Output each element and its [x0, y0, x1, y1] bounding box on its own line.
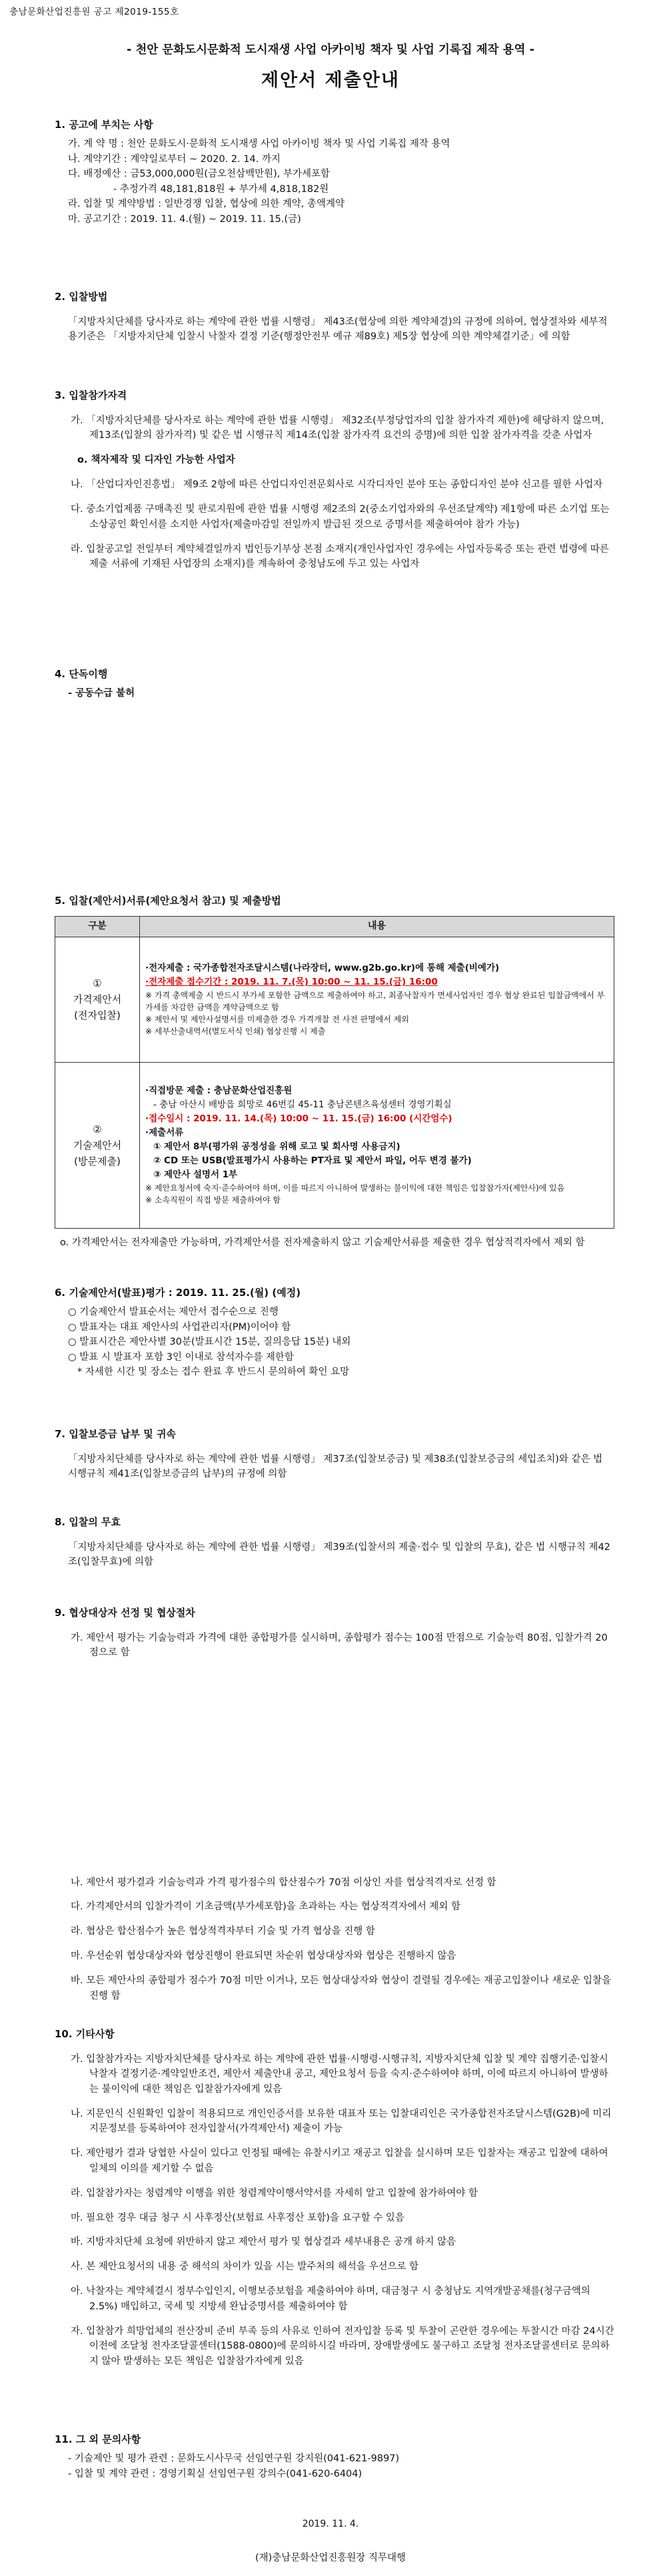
- row-method: (방문제출): [74, 1155, 121, 1167]
- table-header-content: 내용: [140, 917, 614, 937]
- contact-tech: - 기술제안 및 평가 관련 : 문화도시사무국 선임연구원 강지원(041-621-9897): [68, 2453, 400, 2465]
- issuer-organization: (재)충남문화산업진흥원장 직무대행: [255, 2553, 406, 2563]
- section-heading: 10. 기타사항: [55, 2028, 115, 2040]
- contract-name: 가. 계 약 명 : 천안 문화도시·문화적 도시재생 사업 아카이빙 책자 및 사업 기록집 제작 용역: [68, 139, 450, 150]
- section-heading: 1. 공고에 부치는 사항: [55, 119, 153, 131]
- price-note-1: ※ 가격 총액제출 시 반드시 부가세 포함한 금액으로 제출하여야 하고, 최종낙찰자가 면세사업자인 경우 협상 완료된 입찰금액에서 부가세를 차감한 금액을 계약금액으로 함: [145, 991, 605, 1013]
- section-heading: 9. 협상대상자 선정 및 협상절차: [55, 1607, 195, 1619]
- table-row: [55, 937, 614, 1062]
- section-body: - 공동수급 불허: [68, 688, 135, 699]
- price-note-3: ※ 세부산출내역서(별도서식 인쇄) 협상진행 시 제출: [145, 1027, 326, 1037]
- misc-sa: 사. 본 제안요청서의 내용 중 해석의 차이가 있을 시는 발주처의 해석을 우선으로 함: [71, 2261, 419, 2273]
- section-heading: 3. 입찰참가자격: [55, 389, 127, 401]
- negotiation-da: 다. 가격제안서의 입찰가격이 기초금액(부가세포함)을 초과하는 자는 협상적격자에서 제외 함: [71, 1901, 461, 1913]
- tech-proposal-content: [140, 1062, 614, 1228]
- section-7: [55, 1427, 614, 1491]
- eval-item: ○ 발표 시 발표자 포함 3인 이내로 참석자수를 제한함: [68, 1351, 294, 1363]
- section-9: [55, 1605, 614, 1670]
- negotiation-na: 나. 제안서 평가결과 기술능력과 가격 평가점수의 합산점수가 70점 이상인 자를 협상적격자로 선정 함: [71, 1877, 496, 1888]
- tech-note-1: ※ 제안요청서에 숙지·준수하여야 하며, 이를 따르지 아니하여 발생하는 불이익에 대한 책임은 입찰참가자(제안사)에 있음: [145, 1183, 565, 1193]
- misc-na: 나. 지문인식 신원확인 입찰이 적용되므로 개인인증서를 보유한 대표자 또는 입찰대리인은 국가종합전자조달시스템(G2B)에 미리 지문정보를 등록하여야 전자입찰서(가격제안서) 제출이 가능: [71, 2108, 612, 2135]
- misc-da: 다. 제안평가 결과 당협한 사실이 있다고 인정될 때에는 유찰시키고 재공고 입찰을 실시하며 모든 입찰자는 재공고 입찰에 대하여 일체의 이의를 제기할 수 없음: [71, 2148, 608, 2174]
- misc-ma: 마. 필요한 경우 대금 청구 시 사후정산(보험료 사후정산 포함)을 요구할 수 있음: [71, 2212, 404, 2223]
- eligibility-bullet: o. 책자제작 및 디자인 가능한 사업자: [77, 455, 235, 466]
- misc-ra: 라. 입찰참가자는 청렴계약 이행을 위한 청렴계약이행서약서를 자세히 알고 입찰에 참가하여야 함: [71, 2187, 478, 2199]
- section-body: 「지방자치단체를 당사자로 하는 계약에 관한 법률 시행령」 제43조(협상에 의한 계약체결)의 규정에 의하여, 협상절차와 세부적용기준은 「지방자치단체 입찰시 낙찰자 결정 기준(행정안전부 예규 제89호) 제5장 협상에 의한 계약체결기준」에 의함: [68, 316, 608, 343]
- price-note-2: ※ 제안서 및 제안사설명서를 미제출한 경우 가격개찰 전 사전 판명에서 제외: [145, 1015, 409, 1025]
- section-heading: 5. 입찰(제안서)서류(제안요청서 참고) 및 제출방법: [55, 895, 281, 907]
- eval-note: * 자세한 시간 및 장소는 접수 완료 후 반드시 문의하여 확인 요망: [77, 1367, 350, 1378]
- electronic-submit-period: ·전자제출 접수기간 : 2019. 11. 7.(목) 10:00 ~ 11. 15.(금) 16:00: [145, 977, 438, 988]
- price-submit-note: o. 가격제안서는 전자제출만 가능하며, 가격제안서를 전자제출하지 않고 기술제안서류를 제출한 경우 협상적격자에서 제외 함: [60, 1237, 585, 1248]
- row-title: 가격제안서: [73, 993, 122, 1006]
- section-heading: 7. 입찰보증금 납부 및 귀속: [55, 1428, 176, 1440]
- row-number: ②: [93, 1123, 102, 1135]
- eval-item: ○ 발표자는 대표 제안사의 사업관리자(PM)이어야 함: [68, 1321, 291, 1333]
- submit-doc-1: ① 제안서 8부(평가위 공정성을 위해 로고 및 회사명 사용금지): [153, 1141, 400, 1153]
- misc-a: 아. 낙찰자는 계약체결시 정부수입인지, 이행보증보험을 제출하여야 하며, 대금청구 시 충청남도 지역개발공채를(청구금액의 2.5%) 매입하고, 국세 및 지방세 완납증명서를 제출하여야 함: [71, 2286, 590, 2312]
- submit-docs-label: ·제출서류: [145, 1127, 184, 1139]
- issue-date: 2019. 11. 4.: [302, 2519, 359, 2529]
- submission-note: [55, 1225, 614, 1259]
- tech-proposal-category: [55, 1062, 140, 1228]
- price-proposal-category: [55, 937, 140, 1062]
- eval-item: ○ 기술제안서 발표순서는 제안서 접수순으로 진행: [68, 1307, 279, 1318]
- eligibility-na: 나. 「산업디자인진흥법」 제9조 2항에 따른 산업디자인전문회사로 시각디자인 분야 또는 종합디자인 분야 신고를 필한 사업자: [71, 479, 603, 491]
- negotiation-ba: 바. 모든 제안사의 종합평가 점수가 70점 미만 이거나, 모든 협상대상자와 협상이 결렬될 경우에는 재공고입찰이나 새로운 입찰을 진행 함: [71, 1975, 612, 2001]
- section-11: [55, 2432, 614, 2481]
- eligibility-ra: 라. 입찰공고일 전일부터 계약체결일까지 법인등기부상 본점 소재지(개인사업자인 경우에는 사업자등록증 또는 관련 법령에 따른 제출 서류에 기재된 사업장의 소재지)를 계속하여 충청남도에 두고 있는 사업자: [71, 543, 609, 570]
- section-8: [55, 1515, 614, 1579]
- table-row: [55, 1062, 614, 1228]
- row-number: ①: [93, 977, 102, 990]
- submit-address: - 충남 아산시 배방읍 희망로 46번길 45-11 충남콘텐츠육성센터 경영기획실: [153, 1099, 452, 1111]
- document-number: 충남문화산업진흥원 공고 제2019-155호: [9, 7, 179, 17]
- misc-ga: 가. 입찰참가자는 지방자치단체를 당사자로 하는 계약에 관한 법률·시행령·시행규칙, 지방자치단체 입찰 및 계약 집행기준·입찰시 낙찰자 결정기준·계약일반조건, 제안서 제출안내 공고, 제안요청서 등을 숙지·준수하여야 하며, 이에 따르지 아니하여 발생하는 불이익에 대한 책임은 입찰참가자에게 있음: [71, 2053, 608, 2095]
- section-heading: 8. 입찰의 무효: [55, 1516, 121, 1528]
- section-10: [55, 2027, 614, 2379]
- misc-ba: 바. 지방자치단체 요청에 위반하지 않고 제안서 평가 및 협상결과 세부내용은 공개 하지 않음: [71, 2237, 456, 2248]
- row-method: (전자입찰): [74, 1009, 121, 1022]
- section-heading: 11. 그 외 문의사항: [55, 2433, 141, 2445]
- section-heading: 2. 입찰방법: [55, 291, 108, 303]
- negotiation-ga: 가. 제안서 평가는 기술능력과 가격에 대한 종합평가를 실시하며, 종합평가 점수는 100점 만점으로 기술능력 80점, 입찰가격 20점으로 함: [71, 1632, 608, 1659]
- section-4: [55, 667, 614, 701]
- negotiation-ra: 라. 협상은 합산점수가 높은 협상적격자부터 기술 및 가격 협상을 진행 함: [71, 1926, 375, 1937]
- eligibility-ga: 가. 「지방자치단체를 당사자로 하는 계약에 관한 법률 시행령」 제32조(부정당업자의 입찰 참가자격 제한)에 해당하지 않으며, 제13조(입찰의 참가자격) 및 같은 법 시행규칙 제14조(입찰 참가자격 요건의 증명)에 의한 입찰 참가자격을 갖춘 사업자: [71, 415, 604, 441]
- eval-item: ○ 발표시간은 제안사별 30분(발표시간 15분, 질의응답 15분) 내외: [68, 1337, 351, 1348]
- section-2: [55, 289, 614, 354]
- submit-period: ·접수일시 : 2019. 11. 14.(목) 10:00 ~ 11. 15.(금) 16:00 (시간엄수): [145, 1113, 452, 1125]
- section-body: 「지방자치단체를 당사자로 하는 계약에 관한 법률 시행령」 제39조(입찰서의 제출·접수 및 입찰의 무효), 같은 법 시행규칙 제42조(입찰무효)에 의함: [68, 1541, 610, 1568]
- section-1: [55, 117, 614, 227]
- negotiation-ma: 마. 우선순위 협상대상자와 협상진행이 완료되면 차순위 협상대상자와 협상은 진행하지 않음: [71, 1951, 456, 1962]
- section-heading: 6. 기술제안서(발표)평가 : 2019. 11. 25.(월) (예정): [55, 1287, 301, 1299]
- budget: 다. 배정예산 : 금53,000,000원(금오천삼백만원), 부가세포함: [68, 169, 330, 180]
- submit-doc-3: ③ 제안사 설명서 1부: [153, 1169, 238, 1180]
- submit-doc-2: ② CD 또는 USB(발표평가시 사용하는 PT자료 및 제안서 파일, 어두 변경 불가): [153, 1155, 472, 1167]
- price-proposal-content: [140, 937, 614, 1062]
- misc-ja: 자. 입찰참가 희망업체의 전산장비 준비 부족 등의 사유로 인하여 전자입찰 등록 및 투찰이 곤란한 경우에는 투찰시간 마감 24시간 이전에 조달청 전자조달콜센터(1588-0800)에 문의하시길 바라며, 장애발생에도 불구하고 조달청 전자조달콜센터로 문의하지 않아 발생하는 모든 책임은 입찰참가자에게 있음: [71, 2325, 614, 2367]
- contract-period: 나. 계약기간 : 계약일로부터 ~ 2020. 2. 14. 까지: [68, 153, 281, 165]
- tech-note-2: ※ 소속직원이 직접 방문 제출하여야 함: [145, 1195, 281, 1205]
- section-9-continued: [55, 1865, 614, 2013]
- eligibility-da: 다. 중소기업제품 구매촉진 및 판로지원에 관한 법률 시행령 제2조의 2(중소기업자와의 우선조달계약) 제1항에 따른 소기업 또는 소상공인 확인서를 소지한 사업자(제출마감일 전일까지 발급된 것으로 증명서를 제출하여야 참가 가능): [71, 504, 610, 530]
- section-heading: 4. 단독이행: [55, 668, 108, 680]
- notice-period: 마. 공고기간 : 2019. 11. 4.(월) ~ 2019. 11. 15.(금): [68, 213, 301, 225]
- section-body: 「지방자치단체를 당사자로 하는 계약에 관한 법률 시행령」 제37조(입찰보증금) 및 제38조(입찰보증금의 세입조치)와 같은 법 시행규칙 제41조(입찰보증금의 납부)의 규정에 의함: [68, 1453, 603, 1480]
- section-3: [55, 388, 614, 581]
- section-6: [55, 1285, 614, 1380]
- table-header-row: [55, 917, 614, 937]
- submission-table: [55, 916, 614, 1229]
- bidding-method: 라. 입찰 및 계약방법 : 일반경쟁 입찰, 협상에 의한 계약, 총액계약: [68, 199, 344, 210]
- project-title: - 천안 문화도시문화적 도시재생 사업 아카이빙 책자 및 사업 기록집 제작 용역 -: [127, 43, 534, 57]
- row-title: 기술제안서: [73, 1139, 122, 1151]
- visit-submit-line: ·직접방문 제출 : 충남문화산업진흥원: [145, 1085, 293, 1097]
- estimated-price: - 추정가격 48,181,818원 + 부가세 4,818,182원: [113, 183, 329, 195]
- contact-contract: - 입찰 및 계약 관련 : 경영기획실 선임연구원 강의수(041-620-6404): [68, 2468, 362, 2479]
- page-title: 제안서 제출안내: [261, 70, 400, 91]
- table-header-category: 구분: [55, 917, 140, 937]
- section-5: [55, 893, 614, 913]
- electronic-submit-line: ·전자제출 : 국가종합전자조달시스템(나라장터, www.g2b.go.kr)에 통해 제출(비예가): [145, 963, 500, 974]
